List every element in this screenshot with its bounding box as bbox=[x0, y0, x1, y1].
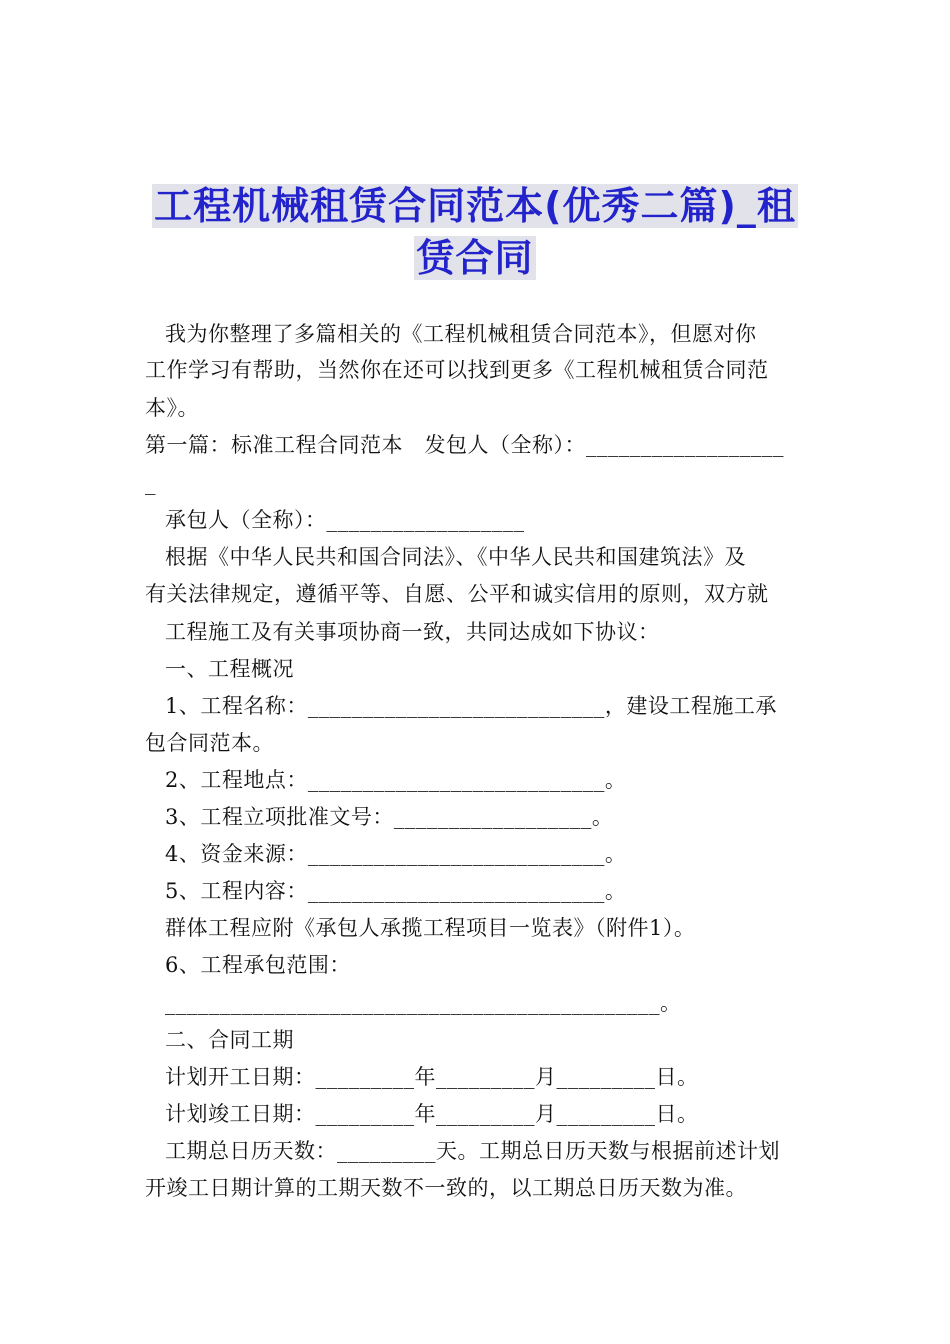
intro-line-1: 我为你整理了多篇相关的《工程机械租赁合同范本》，但愿对你 bbox=[165, 322, 757, 346]
item-project-content: 5、工程内容：___________________________。 bbox=[165, 879, 627, 903]
group-project-note: 群体工程应附《承包人承揽工程项目一览表》（附件1）。 bbox=[165, 916, 696, 940]
planned-completion-date: 计划竣工日期：_________年_________月_________日。 bbox=[165, 1102, 699, 1126]
basis-line-3: 工程施工及有关事项协商一致，共同达成如下协议： bbox=[165, 620, 660, 644]
contract-scope-blank: _____________________________________________。 bbox=[165, 991, 682, 1015]
item-fund-source: 4、资金来源：___________________________。 bbox=[165, 842, 627, 866]
document-title-continued bbox=[0, 227, 950, 282]
basis-line-2: 有关法律规定，遵循平等、自愿、公平和诚实信用的原则，双方就 bbox=[145, 582, 769, 606]
total-calendar-days-continued: 开竣工日期计算的工期天数不一致的，以工期总日历天数为准。 bbox=[145, 1176, 747, 1200]
heading-project-overview: 一、工程概况 bbox=[165, 657, 294, 681]
intro-line-3: 本》。 bbox=[145, 396, 199, 420]
heading-contract-period: 二、合同工期 bbox=[165, 1028, 294, 1052]
planned-start-date: 计划开工日期：_________年_________月_________日。 bbox=[165, 1065, 699, 1089]
title-line-1: 工程机械租赁合同范本(优秀二篇)_租 bbox=[154, 184, 796, 228]
blank-continuation: _ bbox=[145, 471, 156, 495]
intro-line-2: 工作学习有帮助，当然你在还可以找到更多《工程机械租赁合同范 bbox=[145, 358, 769, 382]
contractor-line: 承包人（全称）：__________________ bbox=[165, 508, 525, 532]
section-first-heading: 第一篇：标准工程合同范本 发包人（全称）：__________________ bbox=[145, 433, 784, 457]
item-project-location: 2、工程地点：___________________________。 bbox=[165, 768, 627, 792]
basis-line-1: 根据《中华人民共和国合同法》、《中华人民共和国建筑法》及 bbox=[165, 545, 746, 569]
item-approval-number: 3、工程立项批准文号：__________________。 bbox=[165, 805, 614, 829]
total-calendar-days: 工期总日历天数：_________天。工期总日历天数与根据前述计划 bbox=[165, 1139, 780, 1163]
title-line-2: 赁合同 bbox=[416, 236, 534, 280]
item-project-name-continued: 包合同范本。 bbox=[145, 731, 274, 755]
item-project-name: 1、工程名称：___________________________，建设工程施工承 bbox=[165, 694, 777, 718]
item-contract-scope: 6、工程承包范围： bbox=[165, 953, 351, 977]
document-title bbox=[0, 175, 950, 230]
